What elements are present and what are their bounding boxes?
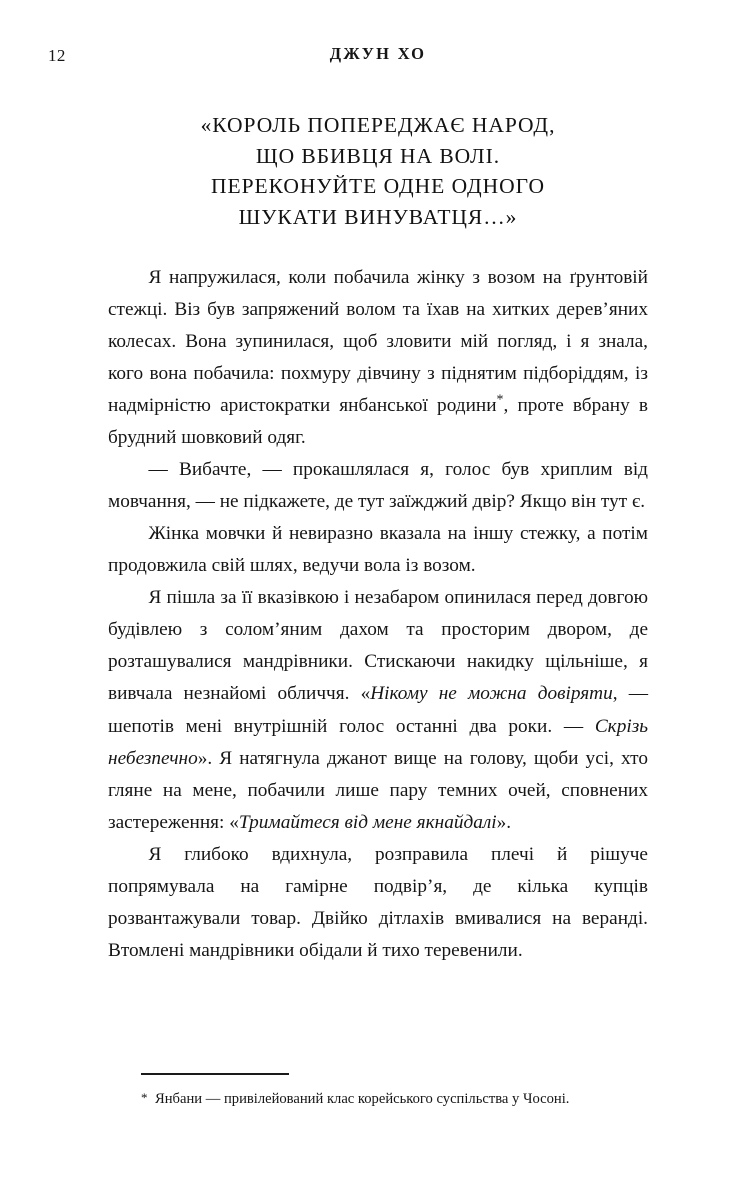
epigraph-line-2: ЩО ВБИВЦЯ НА ВОЛІ. [255, 143, 501, 168]
paragraph-1-part-a: Я напружилася, коли побачила жінку з возом на ґрунтовій стежці. Віз був запряжений волом та їхав на хитких дерев’яних колесах. Вона зупинилася, щоб зловити мій погляд, і я знала, кого вона побачила: похмуру дівчину з піднятим підборіддям, із надмірністю аристократки янбанської родини [108, 267, 648, 417]
epigraph [108, 110, 648, 232]
epigraph-line-4: ШУКАТИ ВИНУВАТЦЯ…» [238, 204, 518, 229]
paragraph-4-italic-2: Скрізь небезпечно [108, 715, 648, 769]
running-head [48, 44, 648, 74]
paragraph-4-part-d: ». [496, 811, 512, 833]
footnote [108, 1089, 648, 1109]
epigraph-line-3: ПЕРЕКОНУЙТЕ ОДНЕ ОДНОГО [210, 174, 545, 199]
paragraph-3: Жінка мовчки й невиразно вказала на іншу стежку, а потім продовжила свій шлях, ведучи вола із возом. [108, 523, 648, 577]
paragraph-4-italic-3: Тримайтеся від мене якнайдалі [238, 811, 497, 833]
page-number: 12 [48, 46, 66, 65]
paragraph-1 [108, 262, 648, 454]
paragraph-1-part-b: , проте вбрану в брудний шовковий одяг. [108, 395, 648, 449]
paragraph-4-part-c: ». Я натягнула джанот вище на голову, щоби усі, хто гляне на мене, побачили лише пару темних очей, сповнених застереження: « [108, 747, 648, 833]
footnote-reference: * [496, 392, 504, 408]
paragraph-4-part-a: Я пішла за її вказівкою і незабаром опинилася перед довгою будівлею з солом’яним дахом та просторим двором, де розташувалися мандрівники. Стискаючи накидку щільніше, я вивчала незнайомі обличчя. « [108, 587, 648, 705]
paragraph-4-part-b: , — шепотів мені внутрішній голос останні два роки. — [108, 683, 648, 737]
footnote-separator [141, 1073, 289, 1075]
paragraph-4 [108, 582, 648, 838]
paragraph-2: — Вибачте, — прокашлялася я, голос був хриплим від мовчання, — не підкажете, де тут заїжджий двір? Якщо він тут є. [108, 459, 648, 513]
footnote-marker: * [141, 1089, 148, 1105]
epigraph-line-1: «КОРОЛЬ ПОПЕРЕДЖАЄ НАРОД, [200, 113, 556, 137]
running-title: ДЖУН ХО [329, 44, 427, 63]
body-text [108, 262, 648, 967]
footnote-area [108, 1073, 648, 1109]
footnote-text: Янбани — привілейований клас корейського суспільства у Чосоні. [155, 1090, 570, 1107]
paragraph-4-italic-1: Нікому не можна довіряти [370, 683, 613, 705]
paragraph-5: Я глибоко вдихнула, розправила плечі й рішуче попрямувала на гамірне подвір’я, де кілька купців розвантажували товар. Двійко дітлахів вмивалися на веранді. Втомлені мандрівники обідали й тихо теревенили. [108, 843, 648, 961]
